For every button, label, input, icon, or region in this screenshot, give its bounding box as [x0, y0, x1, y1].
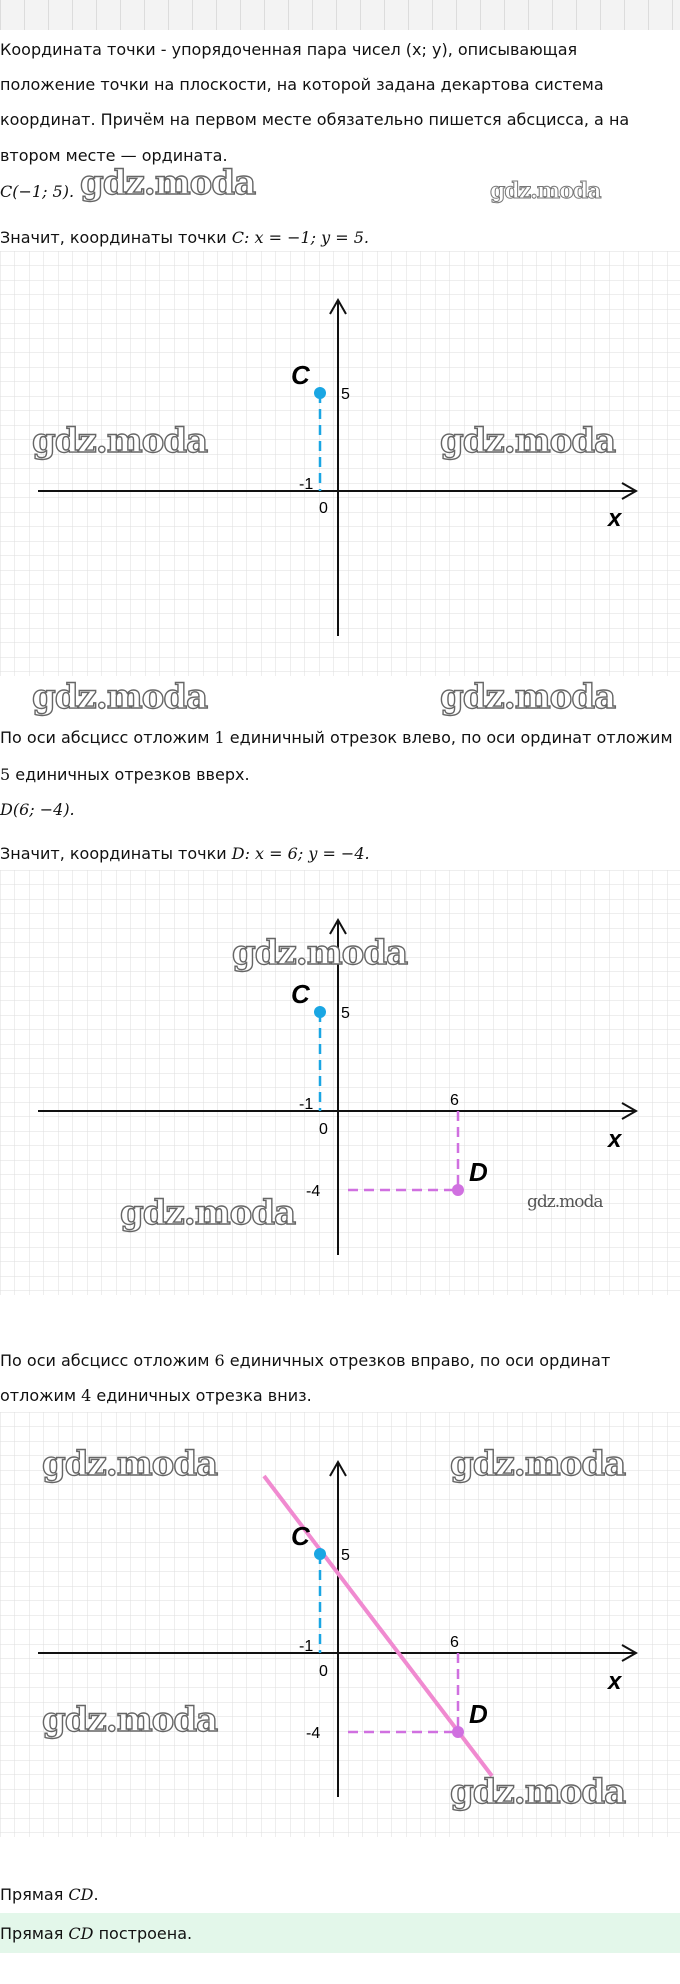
step-text: отложим	[0, 1386, 82, 1405]
step-number: 4	[81, 1386, 92, 1405]
c-x-tick: -1	[299, 1096, 314, 1113]
watermark: gdz.moda	[42, 1700, 218, 1740]
result-suffix: построена.	[93, 1924, 193, 1943]
watermark: gdz.moda	[440, 421, 616, 461]
intro-line-1: Координата точки - упорядоченная пара чисел (x; y), описывающая	[0, 40, 578, 59]
c-y-tick: 5	[341, 1547, 350, 1564]
d-name: D	[469, 1699, 488, 1729]
watermark: gdz.moda	[32, 677, 208, 717]
top-strip	[0, 0, 680, 30]
point-d	[452, 1726, 464, 1738]
line-cd-label	[0, 1876, 676, 1913]
step-text: единичный отрезок влево, по оси ординат отложим	[224, 728, 673, 747]
step-d-line-1	[0, 1342, 676, 1379]
result-prefix: Прямая	[0, 1924, 69, 1943]
step-text: По оси абсцисс отложим	[0, 728, 215, 747]
watermark: gdz.moda	[232, 933, 408, 973]
watermark: gdz.moda	[42, 1444, 218, 1484]
d-y-tick: -4	[306, 1725, 321, 1742]
point-d-conclusion	[0, 835, 676, 872]
step-c-line-2	[0, 756, 676, 793]
d-x-tick: 6	[450, 1092, 459, 1109]
c-name: C	[291, 360, 310, 390]
c-name: C	[291, 979, 310, 1009]
step-text: единичных отрезка вниз.	[91, 1386, 312, 1405]
conclusion-math: D: x = 6; y = −4.	[231, 844, 370, 863]
point-d	[452, 1184, 464, 1196]
conclusion-text: Значит, координаты точки	[0, 228, 232, 247]
c-y-tick: 5	[341, 386, 350, 403]
point-c	[314, 1006, 326, 1018]
watermark: gdz.moda	[527, 1192, 603, 1212]
c-x-tick: -1	[299, 476, 314, 493]
conclusion-text: Значит, координаты точки	[0, 844, 232, 863]
watermark: gdz.moda	[450, 1444, 626, 1484]
intro-line-3: координат. Причём на первом месте обязательно пишется абсцисса, а на	[0, 110, 630, 129]
label-math: CD	[68, 1885, 94, 1904]
step-number: 6	[214, 1351, 225, 1370]
x-axis-label: x	[608, 1668, 622, 1695]
step-d-line-2	[0, 1377, 676, 1414]
step-text: единичных отрезков вправо, по оси ординат	[224, 1351, 611, 1370]
c-x-tick: -1	[299, 1638, 314, 1655]
result-math: CD	[68, 1924, 94, 1943]
x-axis-label: x	[608, 1126, 622, 1153]
origin-label: 0	[319, 500, 328, 517]
figure-point-c	[0, 251, 680, 676]
point-d-formula: D(6; −4).	[0, 800, 75, 819]
origin-label: 0	[319, 1663, 328, 1680]
label-text: Прямая	[0, 1885, 69, 1904]
watermark: gdz.moda	[32, 421, 208, 461]
step-text: По оси абсцисс отложим	[0, 1351, 215, 1370]
coordinate-plane	[0, 251, 680, 676]
point-c-formula: C(−1; 5).	[0, 182, 75, 201]
step-c-line-1	[0, 719, 676, 756]
x-axis-label: x	[608, 505, 622, 532]
point-c	[314, 1548, 326, 1560]
step-number: 1	[214, 728, 225, 747]
intro-line-2: положение точки на плоскости, на которой задана декартова система	[0, 75, 604, 94]
watermark: gdz.moda	[450, 1772, 626, 1812]
watermark: gdz.moda	[120, 1193, 296, 1233]
result-text	[0, 1915, 676, 1952]
intro-line-4: втором месте — ордината.	[0, 146, 228, 165]
c-name: C	[291, 1521, 310, 1551]
label-text: .	[93, 1885, 99, 1904]
origin-label: 0	[319, 1121, 328, 1138]
watermark: gdz.moda	[440, 677, 616, 717]
d-y-tick: -4	[306, 1183, 321, 1200]
d-name: D	[469, 1157, 488, 1187]
step-number: 5	[0, 765, 11, 784]
c-y-tick: 5	[341, 1005, 350, 1022]
d-x-tick: 6	[450, 1634, 459, 1651]
conclusion-math: C: x = −1; y = 5.	[231, 228, 370, 247]
watermark: gdz.moda	[490, 178, 601, 204]
step-text: единичных отрезков вверх.	[10, 765, 250, 784]
watermark: gdz.moda	[80, 163, 256, 203]
point-c	[314, 387, 326, 399]
